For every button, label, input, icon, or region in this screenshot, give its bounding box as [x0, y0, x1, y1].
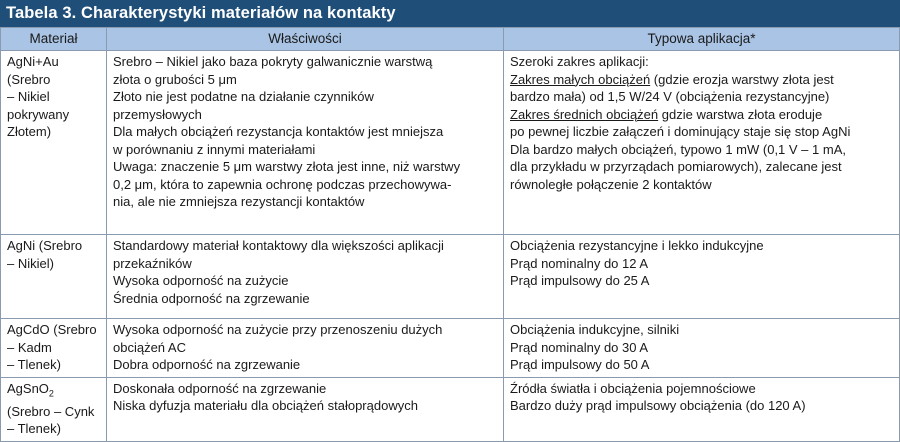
application-line: Prąd nominalny do 12 A [510, 255, 649, 271]
material-line [7, 380, 100, 403]
application-line: Źródła światła i obciążenia pojemnościowe [510, 380, 756, 396]
application-line: Prąd impulsowy do 25 A [510, 273, 650, 288]
material-cell [1, 319, 107, 378]
material-line: AgNi+Au [7, 54, 59, 69]
properties-line: Dla małych obciążeń rezystancja kontaktów jest mniejsza [113, 124, 444, 139]
application-line: Obciążenia indukcyjne, silniki [510, 322, 680, 337]
properties-cell [107, 319, 504, 378]
table-row [1, 51, 900, 235]
application-line: bardzo mała) od 1,5 W/24 V (obciążenia rezystancyjne) [510, 89, 830, 104]
material-line: AgCdO (Srebro [7, 322, 97, 337]
materials-table [0, 27, 900, 442]
material-line: AgNi (Srebro [7, 238, 83, 253]
application-cell [504, 319, 900, 378]
properties-line: Srebro – Nikiel jako baza pokryty galwanicznie warstwą [113, 54, 433, 69]
table-row [1, 377, 900, 441]
properties-line: Uwaga: znaczenie 5 μm warstwy złota jest inne, niż warstwy [113, 159, 461, 174]
material-line: (Srebro [7, 71, 51, 87]
medium-load-range-label: Zakres średnich obciążeń [510, 106, 659, 122]
properties-line: Złoto nie jest podatne na działanie czynników [113, 89, 374, 104]
material-line: – Tlenek) [7, 421, 61, 437]
table-row [1, 235, 900, 319]
application-line: dla przykładu w przyrządach pomiarowych), zalecane jest [510, 159, 842, 174]
material-cell [1, 235, 107, 319]
properties-cell [107, 51, 504, 235]
properties-line: Standardowy materiał kontaktowy dla większości aplikacji [113, 238, 444, 253]
header-row [1, 28, 900, 51]
properties-line: 0,2 μm, która to zapewnia ochronę podczas przechowywa- [113, 176, 452, 192]
application-cell [504, 377, 900, 441]
application-line: Obciążenia rezystancyjne i lekko indukcyjne [510, 238, 764, 253]
properties-line: Wysoka odporność na zużycie przy przenoszeniu dużych [113, 322, 443, 337]
properties-cell [107, 235, 504, 319]
application-line [510, 106, 893, 124]
material-line: pokrywany [7, 106, 70, 122]
properties-line: w porównaniu z innymi materiałami [113, 141, 316, 157]
material-line: (Srebro – Cynk [7, 403, 95, 419]
application-line: Dla bardzo małych obciążeń, typowo 1 mW (0,1 V – 1 mA, [510, 141, 846, 157]
application-cell [504, 235, 900, 319]
application-text: (gdzie erozja warstwy złota jest [650, 71, 834, 87]
application-line: Prąd impulsowy do 50 A [510, 357, 650, 372]
header-application: Typowa aplikacja* [504, 28, 900, 51]
header-material: Materiał [1, 28, 107, 51]
application-line [510, 71, 893, 89]
properties-line: Wysoka odporność na zużycie [113, 273, 289, 288]
material-line: – Kadm [7, 339, 52, 355]
application-line: Prąd nominalny do 30 A [510, 339, 649, 355]
application-line: równoległe połączenie 2 kontaktów [510, 176, 712, 192]
properties-line: Niska dyfuzja materiału dla obciążeń stałoprądowych [113, 398, 418, 413]
properties-line: przemysłowych [113, 106, 202, 122]
properties-line: nia, ale nie zmniejsza rezystancji kontaktów [113, 194, 365, 209]
application-line: po pewnej liczbie załączeń i dominujący staje się stop AgNi [510, 124, 851, 139]
material-subscript: 2 [48, 388, 54, 399]
material-cell [1, 377, 107, 441]
application-line: Bardzo duży prąd impulsowy obciążenia (do 120 A) [510, 398, 806, 413]
properties-line: obciążeń AC [113, 339, 186, 355]
properties-line: Średnia odporność na zgrzewanie [113, 290, 310, 306]
material-line: – Nikiel) [7, 255, 54, 271]
material-line: – Nikiel [7, 89, 50, 104]
properties-line: Dobra odporność na zgrzewanie [113, 357, 301, 372]
material-line: Złotem) [7, 124, 52, 139]
properties-cell [107, 377, 504, 441]
material-cell [1, 51, 107, 235]
table-row [1, 319, 900, 378]
application-line: Szeroki zakres aplikacji: [510, 54, 649, 69]
application-text: gdzie warstwa złota eroduje [658, 106, 823, 122]
header-properties: Właściwości [107, 28, 504, 51]
table-title: Tabela 3. Charakterystyki materiałów na kontakty [0, 0, 900, 27]
material-formula: AgSnO [7, 380, 49, 396]
small-load-range-label: Zakres małych obciążeń [510, 71, 651, 87]
properties-line: Doskonała odporność na zgrzewanie [113, 380, 327, 396]
material-line: – Tlenek) [7, 357, 61, 372]
application-cell [504, 51, 900, 235]
properties-line: złota o grubości 5 μm [113, 71, 237, 87]
properties-line: przekaźników [113, 255, 192, 271]
